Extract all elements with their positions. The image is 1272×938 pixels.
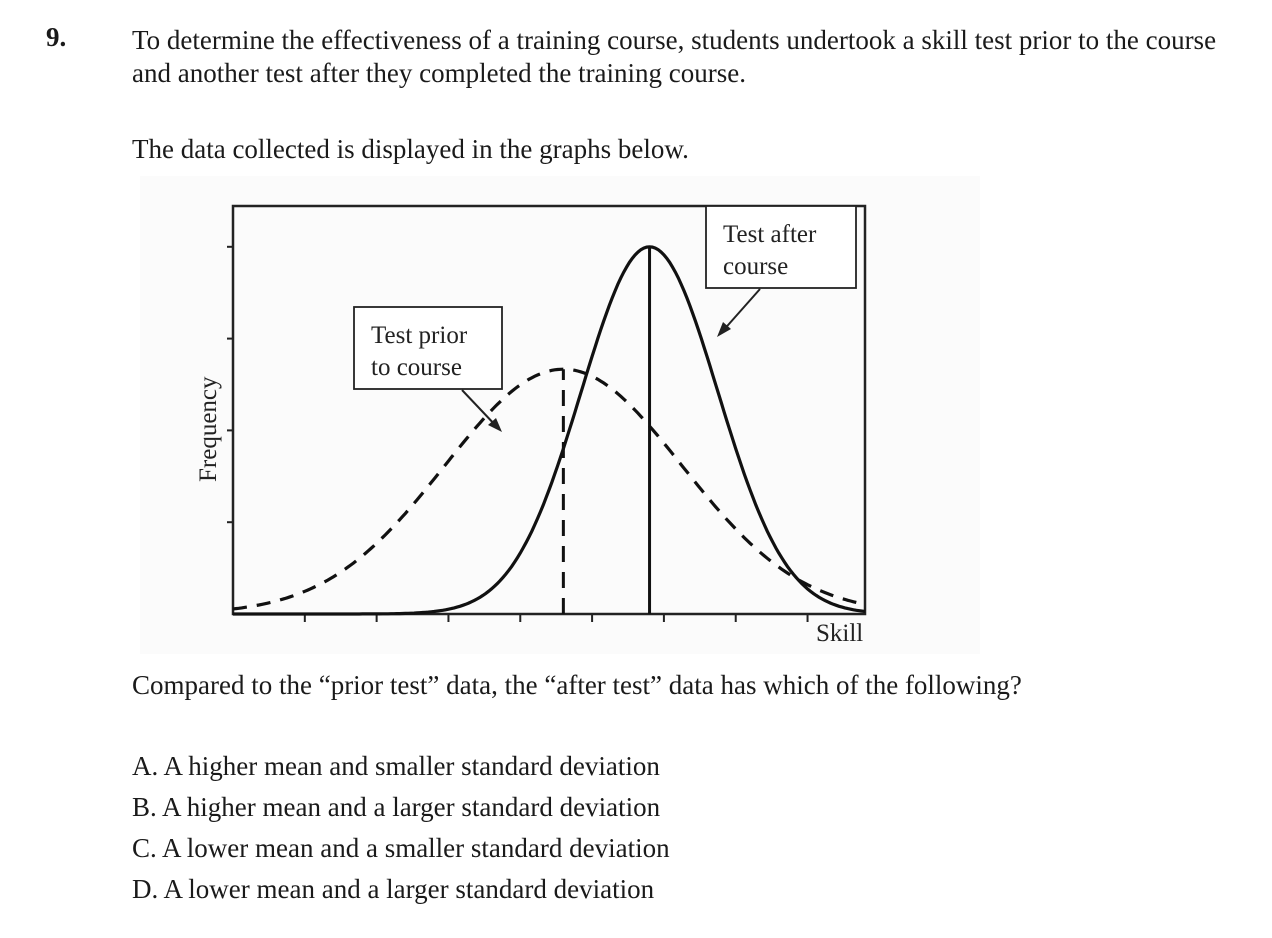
option-a[interactable]: A. A higher mean and smaller standard deviation [132,751,660,781]
option-c[interactable]: C. A lower mean and a smaller standard deviation [132,833,670,863]
option-d[interactable]: D. A lower mean and a larger standard deviation [132,874,655,904]
tick-marks [227,247,808,622]
label-test-prior-line2: to course [371,354,462,381]
answer-options [132,746,670,910]
label-test-after-line1: Test after [723,221,817,248]
question-number: 9. [46,22,67,52]
chart-svg [140,176,980,654]
label-test-prior-line1: Test prior [371,322,468,349]
question-prompt: Compared to the “prior test” data, the “after test” data has which of the following? [132,670,1022,700]
question-intro: The data collected is displayed in the graphs below. [132,134,689,164]
y-axis-label: Frequency [195,376,222,482]
skill-frequency-chart [140,176,980,654]
option-b[interactable]: B. A higher mean and a larger standard deviation [132,792,661,822]
label-test-after-line2: course [723,253,789,280]
question-stem: To determine the effectiveness of a training course, students undertook a skill test prior to the course and another test after they completed the training course. [132,25,1217,88]
x-axis-label: Skill [816,620,864,647]
